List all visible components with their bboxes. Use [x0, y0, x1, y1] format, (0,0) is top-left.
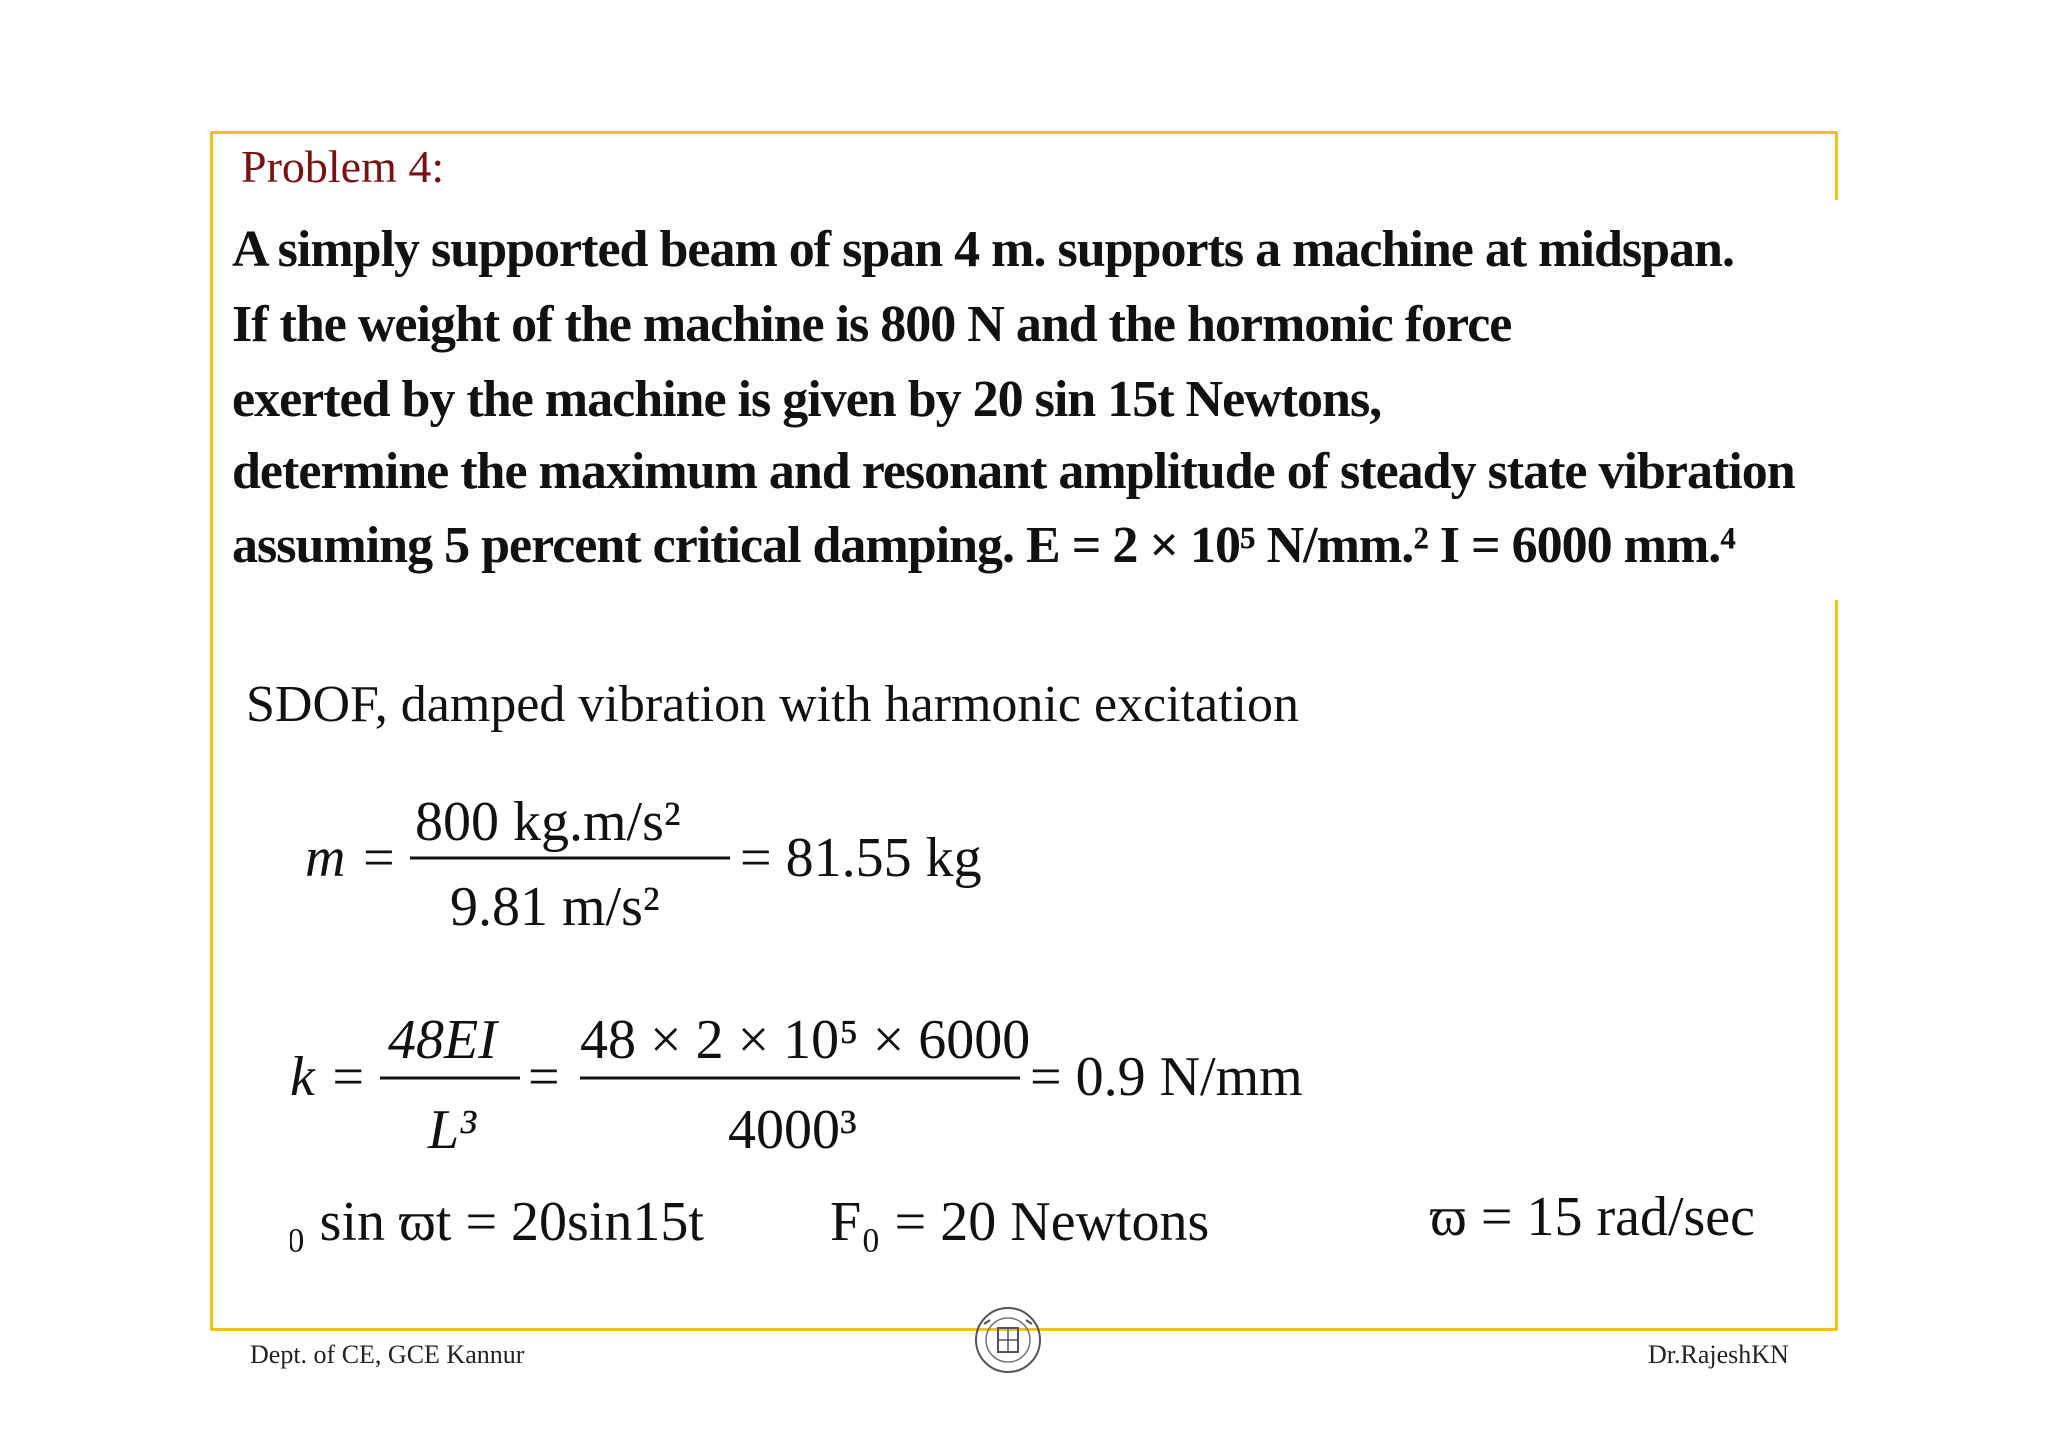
stiffness-equation — [290, 1009, 1303, 1161]
force-row — [290, 1186, 1755, 1253]
force-expression: F₀ sin ϖt = 20sin15t — [290, 1191, 704, 1253]
forcing-frequency: ϖ = 15 rad/sec — [1430, 1186, 1756, 1248]
stiffness-num2: 48 × 2 × 10⁵ × 6000 — [580, 1009, 1031, 1071]
stiffness-lhs: k = — [290, 1046, 367, 1108]
college-seal-icon — [972, 1304, 1044, 1376]
problem-line-5: assuming 5 percent critical damping. E = 2 × 10⁵ N/mm.² I = 6000 mm.⁴ — [232, 517, 1735, 574]
stiffness-num1: 48EI — [388, 1009, 497, 1071]
force-amplitude: F₀ = 20 Newtons — [830, 1191, 1210, 1253]
mass-denominator: 9.81 m/s² — [450, 876, 660, 938]
footer-author: Dr.RajeshKN — [1648, 1340, 1789, 1369]
problem-line-4: determine the maximum and resonant amplitude of steady state vibration — [232, 443, 1795, 500]
stiffness-equals: = — [528, 1046, 560, 1108]
stiffness-result: = 0.9 N/mm — [1030, 1046, 1303, 1108]
mass-lhs: m = — [305, 827, 398, 889]
problem-statement — [222, 200, 1842, 600]
problem-title: Problem 4: — [241, 141, 445, 192]
equations-area — [290, 780, 1830, 1300]
solution-subtitle: SDOF, damped vibration with harmonic excitation — [246, 676, 1299, 733]
problem-line-2: If the weight of the machine is 800 N and the hormonic force — [232, 296, 1512, 353]
problem-line-1: A simply supported beam of span 4 m. supports a machine at midspan. — [232, 221, 1734, 278]
mass-numerator: 800 kg.m/s² — [415, 791, 681, 853]
footer-department: Dept. of CE, GCE Kannur — [250, 1340, 525, 1369]
equations-svg — [290, 780, 1830, 1300]
problem-line-3: exerted by the machine is given by 20 sin 15t Newtons, — [232, 371, 1382, 428]
stiffness-den2: 4000³ — [728, 1099, 857, 1161]
mass-equation — [305, 791, 982, 938]
stiffness-den1: L³ — [428, 1099, 476, 1161]
mass-result: = 81.55 kg — [740, 827, 982, 889]
